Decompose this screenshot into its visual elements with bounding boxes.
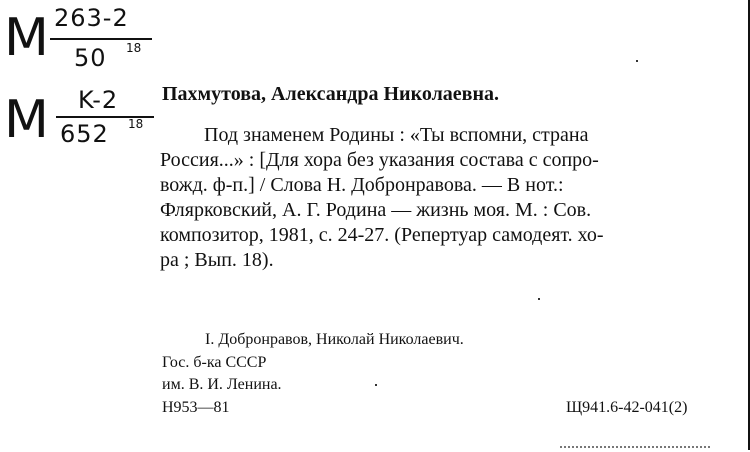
description-line: Под знаменем Родины : «Ты вспомни, страна (204, 124, 589, 146)
shelfmark-letter: M (4, 8, 49, 68)
description-line: композитор, 1981, с. 24-27. (Репертуар самодеят. хо- (160, 224, 604, 246)
description-line: Флярковский, А. Г. Родина — жизнь моя. М. : Сов. (160, 199, 592, 221)
card-edge-marks (560, 446, 710, 451)
classification-index: Щ941.6-42-041(2) (566, 399, 688, 416)
shelfmark-2 (4, 86, 154, 152)
speck (538, 298, 540, 300)
shelfmark-numerator: 263-2 (54, 4, 129, 32)
shelfmark-denominator: 50 (74, 44, 107, 72)
library-line: им. В. И. Ленина. (162, 376, 282, 393)
tracing-entry: I. Добронравов, Николай Николаевич. (205, 331, 464, 348)
shelfmark-superscript: 18 (128, 117, 144, 131)
shelfmark-letter: M (4, 90, 49, 150)
description-line: ра ; Вып. 18). (160, 249, 274, 271)
shelfmark-denominator: 652 (60, 120, 109, 148)
description-line: Россия...» : [Для хора без указания состава с сопро- (160, 149, 599, 171)
shelfmark-numerator: K-2 (78, 86, 119, 114)
description-line: вожд. ф-п.] / Слова Н. Добронравова. — В нот.: (160, 174, 564, 196)
speck (375, 384, 377, 386)
shelfmark-superscript: 18 (126, 41, 142, 55)
card-number: Н953—81 (162, 399, 230, 416)
shelfmark-fraction-line (50, 38, 152, 40)
speck (636, 60, 638, 62)
author-heading: Пахмутова, Александра Николаевна. (162, 83, 499, 105)
shelfmark-1 (4, 4, 154, 70)
bibliographic-description (160, 123, 704, 273)
library-line: Гос. б-ка СССР (162, 354, 267, 371)
